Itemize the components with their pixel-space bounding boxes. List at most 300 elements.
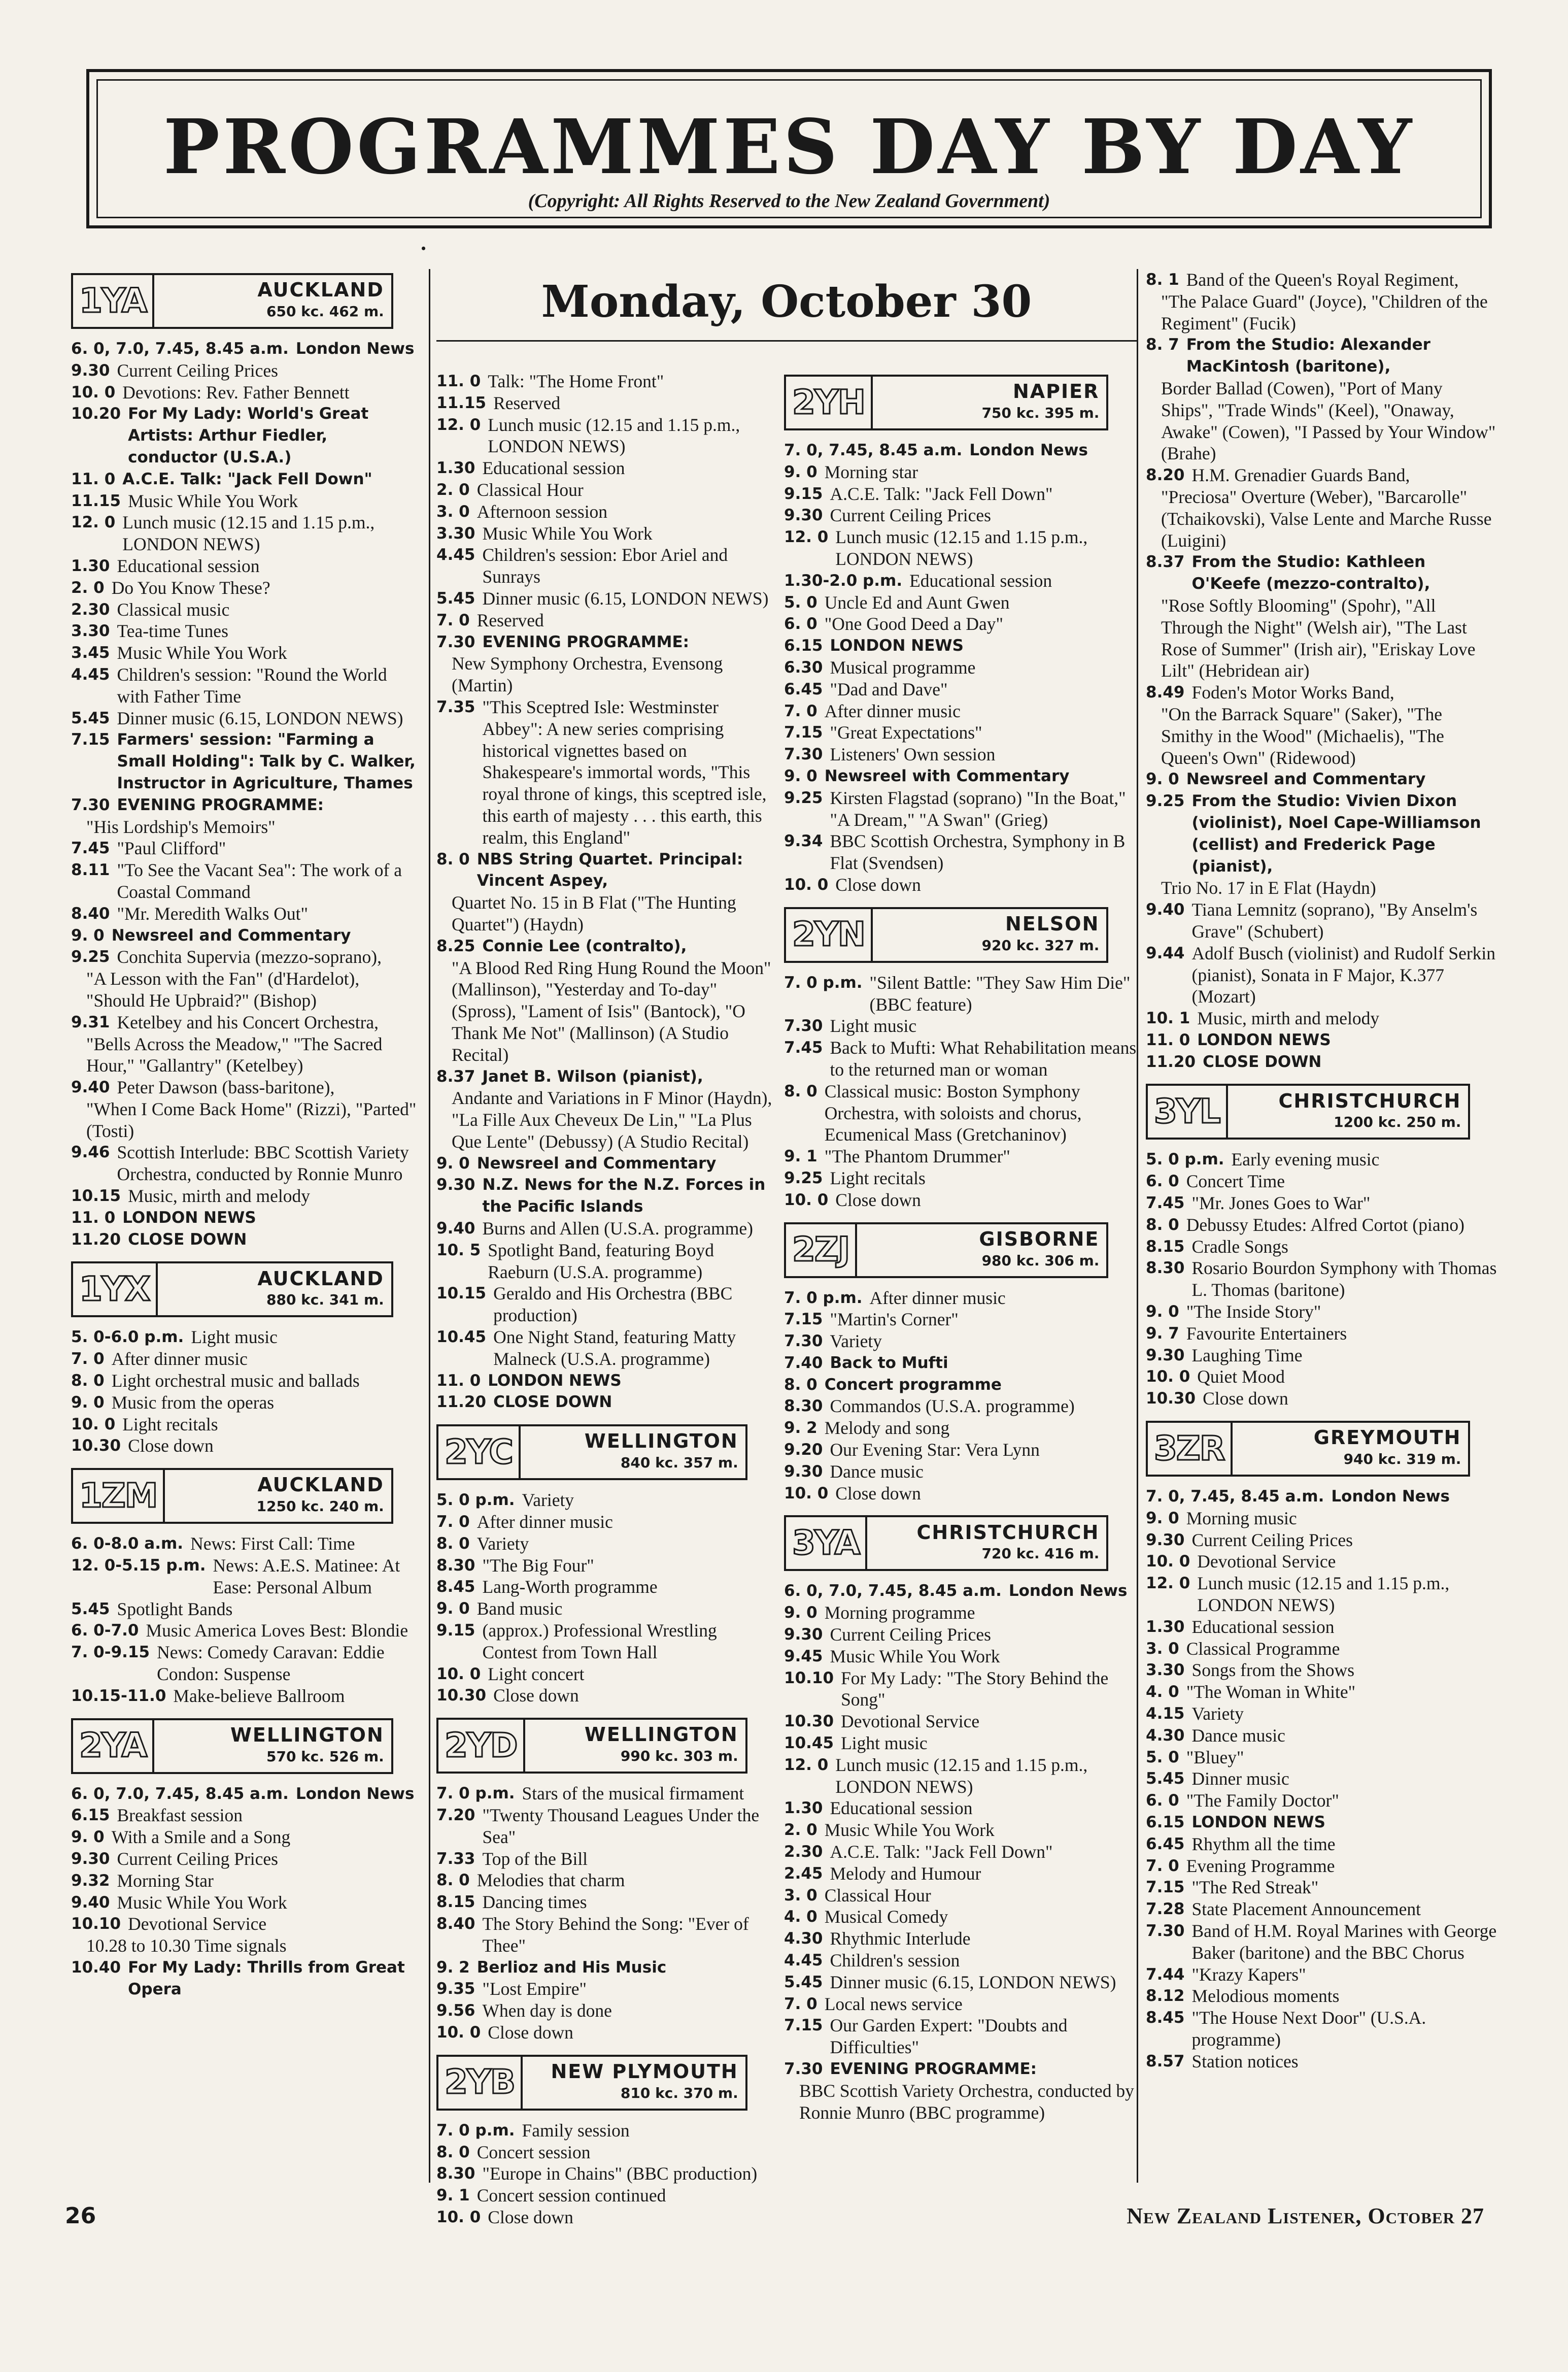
programme-entry	[784, 722, 1137, 744]
programme-time: 10.45	[784, 1734, 834, 1753]
programme-entry	[436, 1620, 774, 1663]
programme-entry	[784, 1841, 1137, 1863]
programme-entry	[1146, 1725, 1498, 1747]
programme-time: 12. 0	[784, 528, 829, 547]
programme-title: Newsreel and Commentary	[111, 926, 351, 945]
programme-title: Uncle Ed and Aunt Gwen	[824, 592, 1010, 613]
programme-title: "Twenty Thousand Leagues Under the Sea"	[482, 1805, 760, 1847]
programme-entry	[1146, 1323, 1498, 1345]
programme-title: Classical Hour	[476, 479, 584, 500]
programme-title: "Silent Battle: "They Saw Him Die" (BBC feature)	[869, 972, 1131, 1015]
station-call-sign-text: 1YX	[79, 1269, 150, 1309]
programme-title: CLOSE DOWN	[128, 1230, 247, 1249]
station-gap	[784, 896, 1137, 903]
programme-title: Lunch music (12.15 and 1.15 p.m., LONDON NEWS)	[122, 512, 375, 555]
programme-entry	[436, 1957, 774, 1979]
station-call-sign	[73, 275, 154, 327]
programme-time: 3. 0	[784, 1886, 817, 1905]
programme-time: 9.30	[71, 361, 110, 380]
programme-time: 8.37	[1146, 553, 1185, 572]
programme-title: Variety	[476, 1533, 529, 1554]
programme-entry	[1146, 1812, 1498, 1833]
programme-time: 11. 0	[1146, 1030, 1190, 1049]
programme-title: Concert session	[476, 2142, 591, 2162]
programme-entry	[436, 610, 774, 631]
station-city: NEW PLYMOUTH	[551, 2060, 738, 2083]
programme-time: 9. 0	[436, 1599, 470, 1618]
programme-title: News: Comedy Caravan: Eddie Condon: Suspense	[157, 1642, 385, 1685]
programme-entry	[1146, 1192, 1498, 1214]
programme-title: Laughing Time	[1191, 1345, 1303, 1365]
programme-title: Ketelbey and his Concert Orchestra,	[117, 1012, 379, 1032]
programme-time: 6. 0, 7.0, 7.45, 8.45 a.m.	[71, 340, 289, 358]
programme-time: 3.30	[71, 622, 110, 641]
programme-title: Music While You Work	[824, 1820, 995, 1841]
programme-time: 8.15	[436, 1893, 475, 1912]
programme-title: Cradle Songs	[1191, 1236, 1288, 1257]
programme-title: "To See the Vacant Sea": The work of a Coastal Command	[117, 860, 402, 902]
programme-entry	[784, 2015, 1137, 2058]
programme-title: Morning music	[1186, 1508, 1297, 1528]
programme-title: Stars of the musical firmament	[522, 1783, 744, 1804]
station-gap	[784, 2123, 1137, 2130]
programme-title: "Dad and Dave"	[830, 679, 948, 699]
programme-time: 1.30	[436, 459, 475, 478]
programme-time: 8. 0	[436, 2143, 470, 2161]
programme-entry	[784, 570, 1137, 592]
programme-entry	[436, 1869, 774, 1891]
programme-title: Afternoon session	[476, 501, 608, 522]
programme-time: 9.31	[71, 1013, 110, 1031]
programme-title: Reserved	[476, 610, 544, 630]
programme-title: Berlioz and His Music	[476, 1958, 667, 1977]
station-gap	[1146, 1410, 1498, 1417]
programme-entry	[784, 1309, 1137, 1330]
programme-time: 12. 0	[1146, 1574, 1190, 1593]
programme-title: Music, mirth and melody	[1197, 1008, 1380, 1029]
programme-entry	[71, 555, 421, 577]
station-gap	[784, 1504, 1137, 1511]
programme-title: Lang-Worth programme	[482, 1577, 658, 1597]
programme-time: 8. 1	[1146, 271, 1179, 289]
station-info	[867, 1522, 1106, 1565]
station-call-sign-text: 3YL	[1154, 1092, 1220, 1131]
programme-title: Musical programme	[830, 657, 976, 678]
station-frequency: 1250 kc. 240 m.	[256, 1498, 384, 1515]
programme-time: 5.45	[71, 1599, 110, 1618]
programme-entry	[784, 1330, 1137, 1352]
programme-entry	[436, 1326, 774, 1370]
programme-entry	[71, 1685, 421, 1707]
programme-time: 12. 0	[436, 415, 481, 434]
programme-title: For My Lady: "The Story Behind the Song"	[841, 1667, 1109, 1710]
programme-entry	[436, 2120, 774, 2142]
programme-time: 8.40	[436, 1915, 475, 1933]
programme-entry	[1146, 1345, 1498, 1366]
programme-entry	[1146, 1236, 1498, 1258]
programme-time: 7.15	[784, 2016, 823, 2035]
programme-entry	[71, 512, 421, 555]
programme-title: After dinner music	[824, 700, 961, 721]
column-rule-1	[429, 269, 430, 2183]
station-header	[71, 1261, 393, 1317]
programme-entry	[436, 1218, 774, 1240]
programme-time: 9.30	[1146, 1346, 1185, 1364]
programme-time: 9. 2	[436, 1958, 470, 1977]
programme-title: Tiana Lemnitz (soprano), "By Anselm's Grave" (Schubert)	[1191, 899, 1478, 942]
day-heading: Monday, October 30	[541, 276, 1032, 327]
station-city: WELLINGTON	[230, 1723, 384, 1746]
column-2	[436, 269, 1137, 2227]
programme-title: Concert programme	[824, 1375, 1002, 1394]
programme-title: "The Big Four"	[482, 1555, 594, 1576]
programme-time: 10.30	[71, 1436, 121, 1455]
programme-title: Band of H.M. Royal Marines with George Baker (baritone) and the BBC Chorus	[1191, 1920, 1497, 1963]
programme-title: After dinner music	[111, 1349, 248, 1369]
programme-entry	[71, 1783, 421, 1805]
programme-time: 4.30	[1146, 1726, 1185, 1745]
programme-title: Local news service	[824, 1993, 963, 2014]
programme-title: Connie Lee (contralto),	[482, 937, 687, 955]
programme-title: Close down	[1203, 1388, 1288, 1409]
programme-time: 9.46	[71, 1143, 110, 1162]
programme-time: 3. 0	[436, 502, 470, 521]
programme-time: 10. 0	[784, 1484, 829, 1502]
programme-title: Morning Star	[117, 1870, 214, 1891]
programme-entry	[71, 1533, 421, 1555]
programme-title: Songs from the Shows	[1191, 1660, 1355, 1681]
column-3	[1146, 269, 1498, 2183]
programme-title: Kirsten Flagstad (soprano) "In the Boat," "A Dream," "A Swan" (Grieg)	[830, 787, 1126, 830]
programme-time: 7.30	[436, 632, 475, 651]
station-call-sign-text: 2YC	[445, 1432, 513, 1472]
programme-title: LONDON NEWS	[1191, 1813, 1325, 1831]
programme-title: CLOSE DOWN	[493, 1393, 612, 1412]
station-city: NELSON	[1005, 912, 1100, 935]
station-call-sign-text: 2YB	[445, 2062, 515, 2102]
programme-title: Music While You Work	[117, 643, 287, 663]
programme-time: 8.25	[436, 937, 475, 955]
programme-entry	[436, 1576, 774, 1598]
programme-title: Newsreel and Commentary	[476, 1154, 717, 1173]
programme-entry	[1146, 1790, 1498, 1812]
programme-entry	[436, 371, 774, 392]
programme-entry	[784, 1819, 1137, 1841]
programme-title: Close down	[128, 1435, 214, 1456]
station-gap	[71, 1707, 421, 1714]
station-city: WELLINGTON	[584, 1430, 738, 1453]
programme-time: 9. 0	[784, 766, 817, 785]
station-header	[1146, 1421, 1470, 1477]
programme-entry	[71, 1913, 421, 1935]
station-header	[71, 1468, 393, 1524]
programme-entry	[71, 382, 421, 404]
programme-time: 9.56	[436, 2001, 475, 2020]
programme-time: 9.32	[71, 1871, 110, 1890]
station-call-sign	[438, 1426, 521, 1478]
programme-time: 7.45	[784, 1039, 823, 1057]
programme-entry	[436, 1511, 774, 1533]
programme-title: Close down	[493, 1685, 579, 1706]
programme-time: 7.30	[71, 795, 110, 814]
station-frequency: 570 kc. 526 m.	[266, 1748, 384, 1765]
programme-title: Foden's Motor Works Band,	[1191, 682, 1394, 703]
programme-time: 10. 0	[71, 383, 116, 402]
station-header	[1146, 1084, 1470, 1140]
programme-entry	[436, 2000, 774, 2022]
programme-entry	[784, 440, 1137, 461]
programme-time: 7. 0-9.15	[71, 1643, 150, 1662]
programme-time: 10.40	[71, 1958, 121, 1977]
station-header	[436, 1718, 747, 1774]
programme-entry	[436, 1370, 774, 1392]
programme-time: 8. 0	[784, 1375, 817, 1394]
programme-time: 9.40	[71, 1893, 110, 1912]
programme-time: 9.25	[1146, 792, 1185, 811]
programme-title: Newsreel with Commentary	[824, 766, 1070, 785]
programme-title: Dance music	[830, 1461, 924, 1482]
programme-entry	[784, 1602, 1137, 1624]
programme-title: Our Garden Expert: "Doubts and Difficulties"	[830, 2015, 1068, 2058]
programme-time: 9.15	[436, 1621, 475, 1640]
station-city: CHRISTCHURCH	[916, 1521, 1100, 1544]
programme-time: 4. 0	[1146, 1683, 1179, 1701]
programme-title: Band music	[476, 1598, 563, 1619]
programme-entry	[784, 1439, 1137, 1461]
programme-entry	[71, 925, 421, 947]
programme-title: Favourite Entertainers	[1186, 1323, 1347, 1344]
programme-title: Melodious moments	[1191, 1986, 1340, 2007]
programme-continuation: Andante and Variations in F Minor (Haydn), "La Fille Aux Cheveux De Lin," "La Plus Que Lente" (Debussy) (A Studio Recital)	[452, 1088, 772, 1152]
programme-time: 10.15-11.0	[71, 1686, 166, 1705]
programme-time: 9. 7	[1146, 1324, 1179, 1343]
programme-title: Top of the Bill	[482, 1848, 588, 1869]
programme-entry	[71, 403, 421, 468]
programme-entry	[1146, 1638, 1498, 1660]
programme-title: "The Phantom Drummer"	[824, 1146, 1010, 1167]
programme-title: "Great Expectations"	[830, 722, 982, 743]
programme-entry	[436, 544, 774, 588]
programme-time: 11.15	[71, 491, 121, 510]
programme-entry	[1146, 1920, 1498, 1964]
programme-time: 1.30	[1146, 1617, 1185, 1636]
programme-entry	[1146, 1659, 1498, 1681]
programme-entry	[784, 1885, 1137, 1907]
programme-time: 4.45	[784, 1951, 823, 1970]
programme-time: 8.30	[784, 1397, 823, 1416]
programme-continuation: BBC Scottish Variety Orchestra, conducted by Ronnie Munro (BBC programme)	[799, 2080, 1134, 2123]
programme-title: When day is done	[482, 2000, 612, 2021]
programme-time: 9.25	[71, 948, 110, 966]
station-header	[784, 375, 1108, 430]
programme-time: 7. 0, 7.45, 8.45 a.m.	[784, 441, 963, 459]
programme-time: 9.25	[784, 788, 823, 807]
programme-entry	[784, 613, 1137, 635]
programme-title: "Paul Clifford"	[117, 838, 226, 859]
programme-time: 9.40	[436, 1219, 475, 1238]
programme-time: 3.45	[71, 644, 110, 662]
programme-title: With a Smile and a Song	[111, 1827, 291, 1848]
programme-time: 9.34	[784, 832, 823, 851]
programme-time: 9.25	[784, 1168, 823, 1187]
station-call-sign-text: 1YA	[79, 281, 147, 320]
programme-time: 7. 0 p.m.	[784, 973, 863, 992]
programme-entry	[784, 1417, 1137, 1439]
programme-title: Newsreel and Commentary	[1186, 770, 1426, 789]
programme-title: Melodies that charm	[476, 1870, 625, 1891]
programme-title: London News	[1331, 1487, 1450, 1506]
programme-entry	[1146, 1833, 1498, 1855]
programme-title: Children's session: "Round the World with Father Time	[117, 664, 387, 707]
programme-time: 8. 0	[436, 1871, 470, 1890]
programme-time: 10.30	[436, 1686, 487, 1705]
programme-entry	[71, 859, 421, 903]
programme-title: Educational session	[830, 1798, 973, 1819]
programme-title: Devotional Service	[1197, 1551, 1336, 1572]
programme-time: 5.45	[1146, 1769, 1185, 1788]
programme-title: Spotlight Bands	[117, 1598, 233, 1619]
programme-title: NBS String Quartet. Principal: Vincent Aspey,	[476, 850, 743, 890]
programme-title: Evening Programme	[1186, 1855, 1335, 1876]
programme-title: Children's session	[830, 1950, 960, 1971]
programme-time: 4. 0	[784, 1908, 817, 1926]
programme-entry	[436, 1066, 774, 1088]
programme-title: Melody and Humour	[830, 1863, 981, 1884]
programme-entry	[436, 1805, 774, 1848]
programme-continuation: Trio No. 17 in E Flat (Haydn)	[1161, 878, 1376, 898]
programme-entry	[784, 1711, 1137, 1732]
programme-time: 8. 0	[436, 1534, 470, 1553]
programme-title: Dancing times	[482, 1892, 587, 1913]
programme-time: 7. 0 p.m.	[436, 1784, 515, 1803]
programme-entry	[784, 635, 1137, 657]
programme-title: Scottish Interlude: BBC Scottish Variety Orchestra, conducted by Ronnie Munro	[117, 1142, 409, 1185]
programme-time: 2.30	[71, 600, 110, 619]
programme-title: After dinner music	[869, 1287, 1006, 1308]
station-info	[154, 1724, 391, 1768]
programme-entry	[784, 972, 1137, 1016]
programme-title: Spotlight Band, featuring Boyd Raeburn (U.S.A. programme)	[488, 1240, 714, 1282]
programme-time: 11. 0	[71, 470, 116, 488]
station-info	[873, 381, 1106, 424]
programme-entry	[1146, 1681, 1498, 1703]
programme-entry	[1146, 1747, 1498, 1768]
programme-time: 7.15	[784, 1310, 823, 1329]
programme-entry	[71, 490, 421, 512]
programme-title: For My Lady: Thrills from Great Opera	[128, 1958, 405, 1998]
programme-entry	[436, 1598, 774, 1620]
programme-entry	[71, 1392, 421, 1414]
programme-entry	[71, 1620, 421, 1642]
programme-time: 10. 0	[784, 875, 829, 894]
programme-title: Burns and Allen (U.S.A. programme)	[482, 1218, 753, 1239]
station-gap	[71, 1457, 421, 1464]
programme-time: 9.30	[784, 1462, 823, 1481]
station-info	[523, 2061, 745, 2104]
programme-time: 6.15	[71, 1806, 110, 1825]
programme-time: 9. 0	[1146, 770, 1179, 789]
station-header	[436, 1424, 747, 1480]
programme-time: 10. 1	[1146, 1009, 1190, 1028]
day-heading-rule	[436, 340, 1137, 342]
programme-entry	[71, 1326, 421, 1348]
programme-continuation: "The Palace Guard" (Joyce), "Children of the Regiment" (Fucik)	[1161, 291, 1488, 333]
programme-time: 9. 0	[784, 462, 817, 481]
programme-entry	[71, 1848, 421, 1870]
station-gap	[436, 2228, 774, 2235]
programme-title: Listeners' Own session	[830, 744, 996, 765]
station-frequency: 940 kc. 319 m.	[1343, 1451, 1461, 1468]
programme-time: 8.12	[1146, 1987, 1185, 2006]
programme-time: 7. 0 p.m.	[784, 1288, 863, 1307]
programme-time: 3. 0	[1146, 1639, 1179, 1658]
programme-entry	[71, 1555, 421, 1598]
programme-time: 7. 0	[784, 701, 817, 720]
programme-entry	[71, 620, 421, 642]
programme-title: Current Ceiling Prices	[117, 1849, 278, 1869]
programme-title: Dinner music (6.15, LONDON NEWS)	[482, 588, 769, 609]
programme-title: Make-believe Ballroom	[173, 1685, 345, 1706]
programme-entry	[1146, 1257, 1498, 1301]
programme-time: 6. 0-8.0 a.m.	[71, 1534, 184, 1553]
programme-time: 9. 0	[436, 1154, 470, 1173]
station-info	[158, 1268, 391, 1312]
programme-entry	[1146, 1029, 1498, 1051]
programme-entry	[436, 1783, 774, 1805]
programme-time: 5. 0 p.m.	[436, 1491, 515, 1510]
programme-title: Melody and song	[824, 1418, 950, 1439]
programme-title: A.C.E. Talk: "Jack Fell Down"	[830, 1842, 1053, 1862]
programme-title: Adolf Busch (violinist) and Rudolf Serkin (pianist), Sonata in F Major, K.377 (Mozart)	[1191, 943, 1496, 1007]
programme-time: 9. 1	[784, 1147, 817, 1166]
programme-time: 11. 0	[436, 372, 481, 390]
programme-title: Geraldo and His Orchestra (BBC production)	[493, 1283, 733, 1326]
programme-time: 6. 0, 7.0, 7.45, 8.45 a.m.	[71, 1784, 289, 1803]
programme-time: 6.15	[1146, 1813, 1185, 1831]
programme-title: Classical Hour	[824, 1885, 931, 1906]
programme-title: "The Red Streak"	[1191, 1877, 1319, 1898]
programme-entry	[1146, 334, 1498, 378]
programme-time: 7.45	[71, 839, 110, 858]
programme-title: Variety	[1191, 1703, 1244, 1724]
programme-title: Devotional Service	[128, 1914, 267, 1934]
page-number: 26	[65, 2203, 96, 2229]
programme-entry	[1146, 943, 1498, 1008]
programme-time: 8. 0	[1146, 1215, 1179, 1234]
station-call-sign-text: 2YH	[792, 382, 865, 422]
programme-time: 11. 0	[71, 1208, 116, 1227]
programme-entry	[71, 903, 421, 925]
programme-entry	[784, 1483, 1137, 1505]
programme-title: Close down	[835, 874, 921, 895]
programme-time: 6. 0, 7.0, 7.45, 8.45 a.m.	[784, 1582, 1002, 1600]
programme-time: 11.20	[71, 1230, 121, 1249]
programme-title: Quiet Mood	[1197, 1366, 1285, 1387]
column-2a	[436, 371, 774, 2235]
programme-entry	[784, 1797, 1137, 1819]
programme-time: 5. 0 p.m.	[1146, 1150, 1224, 1169]
programme-entry	[1146, 1171, 1498, 1192]
programme-time: 9.40	[71, 1078, 110, 1097]
programme-time: 3.30	[1146, 1661, 1185, 1680]
programme-title: Concert session continued	[476, 2185, 666, 2206]
programme-continuation: 10.28 to 10.30 Time signals	[86, 1935, 287, 1956]
station-frequency: 990 kc. 303 m.	[620, 1748, 738, 1765]
programme-title: From the Studio: Kathleen O'Keefe (mezzo-contralto),	[1191, 553, 1430, 593]
programme-time: 9.30	[71, 1850, 110, 1868]
programme-entry	[71, 599, 421, 621]
programme-title: After dinner music	[476, 1512, 613, 1532]
